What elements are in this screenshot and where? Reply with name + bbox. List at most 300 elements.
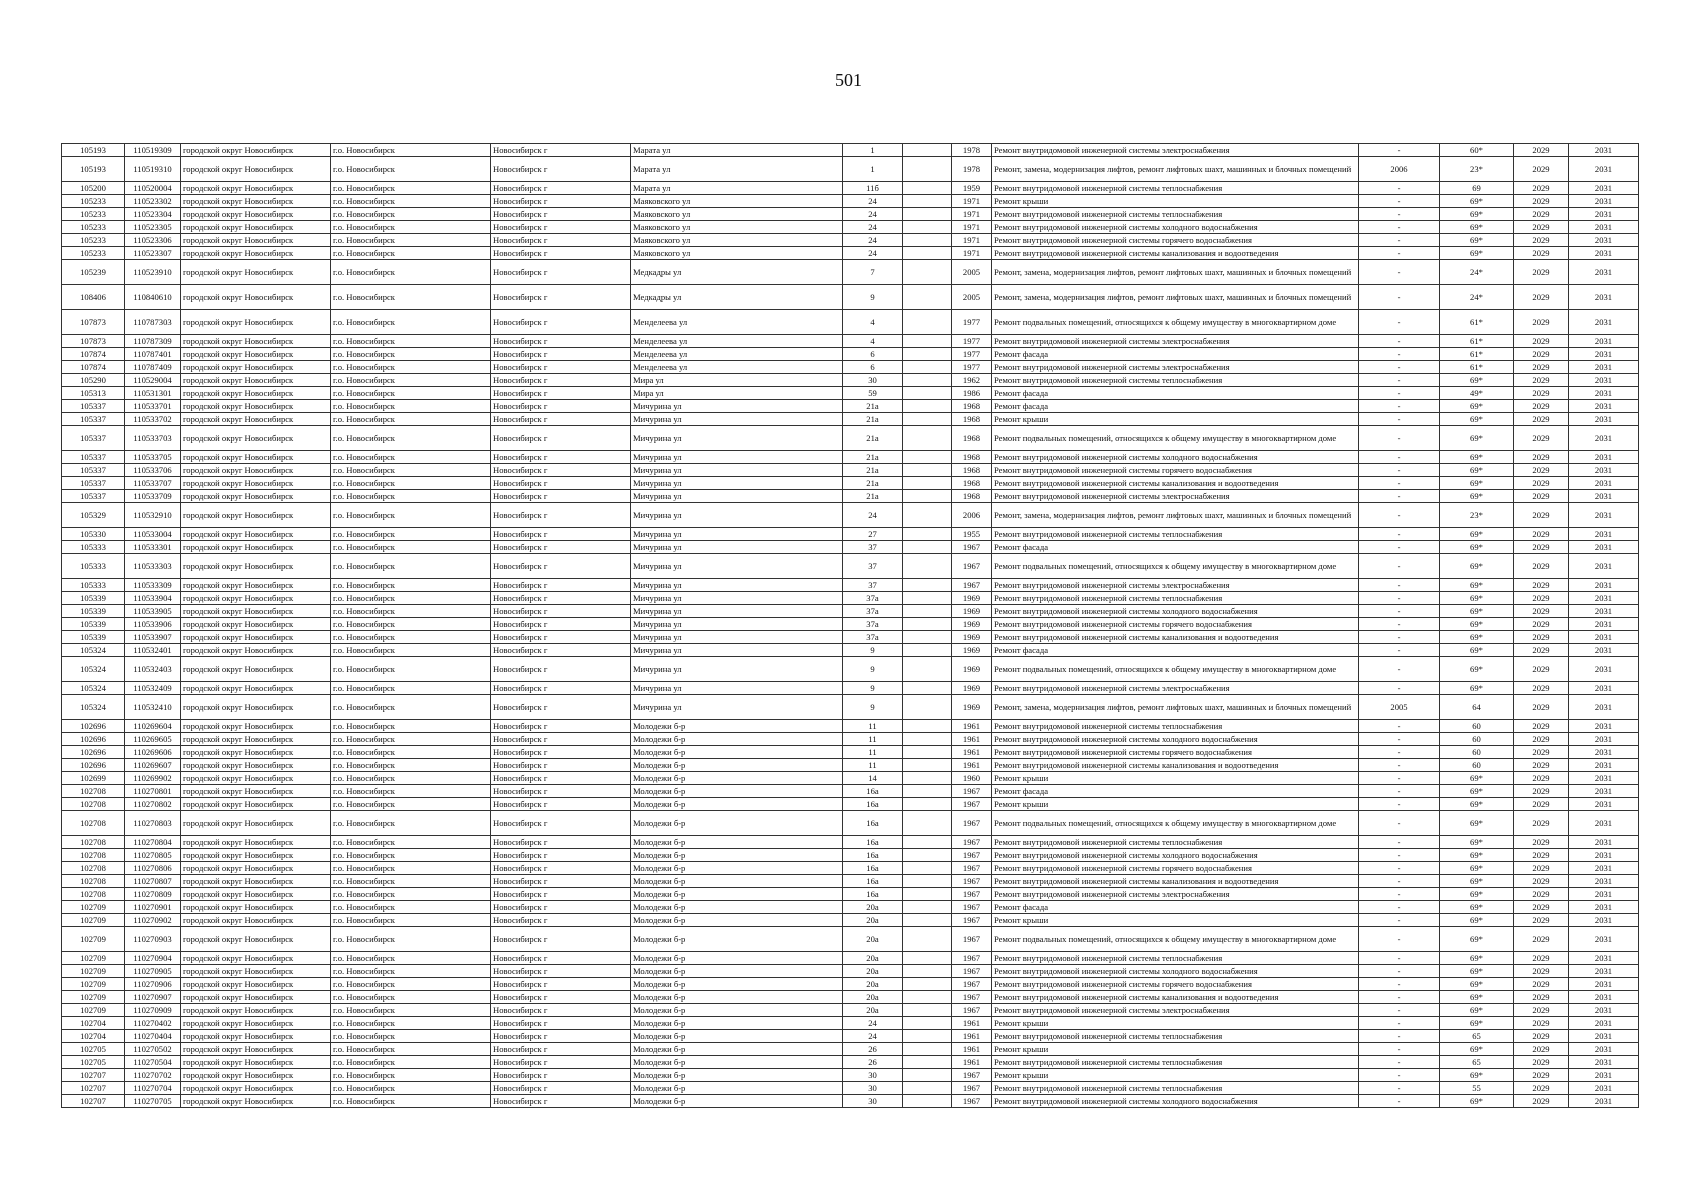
cell-municipal-unit: г.о. Новосибирск bbox=[331, 528, 491, 541]
cell-house-id: 105337 bbox=[62, 464, 125, 477]
table-row bbox=[62, 195, 1639, 208]
cell-build-year: 2005 bbox=[952, 285, 992, 310]
table-row bbox=[62, 335, 1639, 348]
cell-building bbox=[903, 503, 952, 528]
cell-end-year: 2031 bbox=[1569, 541, 1639, 554]
register-body bbox=[62, 144, 1639, 1108]
cell-house-id: 102705 bbox=[62, 1056, 125, 1069]
cell-street: Маяковского ул bbox=[631, 247, 843, 260]
cell-work-type: Ремонт фасада bbox=[992, 901, 1359, 914]
cell-work-type: Ремонт внутридомовой инженерной системы электроснабжения bbox=[992, 361, 1359, 374]
cell-municipal-unit: г.о. Новосибирск bbox=[331, 657, 491, 682]
cell-work-id: 110269606 bbox=[125, 746, 181, 759]
cell-municipal-district: городской округ Новосибирск bbox=[181, 901, 331, 914]
cell-municipal-unit: г.о. Новосибирск bbox=[331, 451, 491, 464]
cell-last-repair-year: - bbox=[1359, 733, 1440, 746]
cell-work-type: Ремонт, замена, модернизация лифтов, ремонт лифтовых шахт, машинных и блочных помещений bbox=[992, 260, 1359, 285]
table-row bbox=[62, 1030, 1639, 1043]
cell-work-id: 110787409 bbox=[125, 361, 181, 374]
cell-start-year: 2029 bbox=[1514, 875, 1569, 888]
cell-house-number: 27 bbox=[843, 528, 903, 541]
cell-street: Молодежи б-р bbox=[631, 862, 843, 875]
cell-street: Марата ул bbox=[631, 144, 843, 157]
cell-municipal-unit: г.о. Новосибирск bbox=[331, 978, 491, 991]
cell-work-type: Ремонт внутридомовой инженерной системы горячего водоснабжения bbox=[992, 862, 1359, 875]
cell-municipal-district: городской округ Новосибирск bbox=[181, 208, 331, 221]
cell-wear-percent: 69* bbox=[1440, 952, 1514, 965]
cell-work-id: 110519310 bbox=[125, 157, 181, 182]
cell-work-type: Ремонт внутридомовой инженерной системы холодного водоснабжения bbox=[992, 605, 1359, 618]
cell-settlement: Новосибирск г bbox=[491, 157, 631, 182]
cell-municipal-district: городской округ Новосибирск bbox=[181, 400, 331, 413]
cell-work-id: 110269604 bbox=[125, 720, 181, 733]
cell-wear-percent: 69* bbox=[1440, 247, 1514, 260]
cell-municipal-unit: г.о. Новосибирск bbox=[331, 579, 491, 592]
cell-wear-percent: 69* bbox=[1440, 811, 1514, 836]
cell-build-year: 1961 bbox=[952, 746, 992, 759]
table-row bbox=[62, 285, 1639, 310]
cell-municipal-unit: г.о. Новосибирск bbox=[331, 618, 491, 631]
cell-municipal-unit: г.о. Новосибирск bbox=[331, 348, 491, 361]
cell-settlement: Новосибирск г bbox=[491, 503, 631, 528]
cell-building bbox=[903, 1004, 952, 1017]
cell-work-id: 110532409 bbox=[125, 682, 181, 695]
cell-last-repair-year: - bbox=[1359, 746, 1440, 759]
cell-municipal-unit: г.о. Новосибирск bbox=[331, 631, 491, 644]
page-number: 501 bbox=[835, 70, 862, 90]
cell-street: Мичурина ул bbox=[631, 644, 843, 657]
cell-house-id: 105324 bbox=[62, 657, 125, 682]
cell-house-number: 16а bbox=[843, 785, 903, 798]
cell-house-number: 24 bbox=[843, 1030, 903, 1043]
cell-municipal-district: городской округ Новосибирск bbox=[181, 720, 331, 733]
table-row bbox=[62, 592, 1639, 605]
cell-build-year: 1961 bbox=[952, 1017, 992, 1030]
cell-build-year: 1961 bbox=[952, 1043, 992, 1056]
cell-settlement: Новосибирск г bbox=[491, 234, 631, 247]
cell-start-year: 2029 bbox=[1514, 234, 1569, 247]
cell-end-year: 2031 bbox=[1569, 182, 1639, 195]
cell-work-type: Ремонт внутридомовой инженерной системы теплоснабжения bbox=[992, 592, 1359, 605]
cell-settlement: Новосибирск г bbox=[491, 888, 631, 901]
cell-start-year: 2029 bbox=[1514, 631, 1569, 644]
cell-house-number: 16а bbox=[843, 849, 903, 862]
cell-build-year: 1967 bbox=[952, 798, 992, 811]
cell-settlement: Новосибирск г bbox=[491, 733, 631, 746]
table-row bbox=[62, 927, 1639, 952]
cell-end-year: 2031 bbox=[1569, 451, 1639, 464]
cell-municipal-unit: г.о. Новосибирск bbox=[331, 965, 491, 978]
cell-wear-percent: 49* bbox=[1440, 387, 1514, 400]
cell-work-type: Ремонт внутридомовой инженерной системы горячего водоснабжения bbox=[992, 464, 1359, 477]
table-row bbox=[62, 554, 1639, 579]
cell-work-type: Ремонт внутридомовой инженерной системы горячего водоснабжения bbox=[992, 978, 1359, 991]
cell-house-number: 4 bbox=[843, 310, 903, 335]
cell-work-type: Ремонт внутридомовой инженерной системы теплоснабжения bbox=[992, 1082, 1359, 1095]
table-row bbox=[62, 426, 1639, 451]
cell-last-repair-year: - bbox=[1359, 348, 1440, 361]
cell-start-year: 2029 bbox=[1514, 1017, 1569, 1030]
table-row bbox=[62, 541, 1639, 554]
cell-municipal-district: городской округ Новосибирск bbox=[181, 426, 331, 451]
cell-start-year: 2029 bbox=[1514, 849, 1569, 862]
cell-house-number: 11б bbox=[843, 182, 903, 195]
cell-municipal-unit: г.о. Новосибирск bbox=[331, 1069, 491, 1082]
cell-last-repair-year: - bbox=[1359, 682, 1440, 695]
cell-settlement: Новосибирск г bbox=[491, 335, 631, 348]
cell-build-year: 2005 bbox=[952, 260, 992, 285]
cell-build-year: 1961 bbox=[952, 720, 992, 733]
cell-work-type: Ремонт внутридомовой инженерной системы холодного водоснабжения bbox=[992, 1095, 1359, 1108]
cell-house-number: 21а bbox=[843, 464, 903, 477]
cell-build-year: 1969 bbox=[952, 618, 992, 631]
cell-house-id: 102709 bbox=[62, 991, 125, 1004]
cell-street: Молодежи б-р bbox=[631, 1030, 843, 1043]
cell-last-repair-year: - bbox=[1359, 772, 1440, 785]
cell-work-type: Ремонт внутридомовой инженерной системы электроснабжения bbox=[992, 579, 1359, 592]
cell-street: Мира ул bbox=[631, 374, 843, 387]
cell-house-number: 37 bbox=[843, 579, 903, 592]
cell-build-year: 1967 bbox=[952, 1082, 992, 1095]
cell-build-year: 1969 bbox=[952, 631, 992, 644]
cell-work-id: 110533701 bbox=[125, 400, 181, 413]
cell-wear-percent: 24* bbox=[1440, 260, 1514, 285]
cell-house-number: 11 bbox=[843, 746, 903, 759]
cell-street: Мичурина ул bbox=[631, 464, 843, 477]
cell-work-type: Ремонт внутридомовой инженерной системы канализования и водоотведения bbox=[992, 991, 1359, 1004]
cell-work-id: 110533705 bbox=[125, 451, 181, 464]
cell-municipal-district: городской округ Новосибирск bbox=[181, 657, 331, 682]
cell-settlement: Новосибирск г bbox=[491, 554, 631, 579]
cell-house-id: 105339 bbox=[62, 618, 125, 631]
cell-build-year: 1971 bbox=[952, 195, 992, 208]
cell-municipal-unit: г.о. Новосибирск bbox=[331, 1043, 491, 1056]
table-row bbox=[62, 260, 1639, 285]
cell-wear-percent: 65 bbox=[1440, 1056, 1514, 1069]
cell-last-repair-year: - bbox=[1359, 361, 1440, 374]
cell-settlement: Новосибирск г bbox=[491, 952, 631, 965]
table-row bbox=[62, 1082, 1639, 1095]
cell-work-type: Ремонт внутридомовой инженерной системы канализования и водоотведения bbox=[992, 631, 1359, 644]
cell-end-year: 2031 bbox=[1569, 720, 1639, 733]
cell-start-year: 2029 bbox=[1514, 862, 1569, 875]
cell-start-year: 2029 bbox=[1514, 952, 1569, 965]
cell-work-id: 110269605 bbox=[125, 733, 181, 746]
cell-building bbox=[903, 285, 952, 310]
cell-municipal-district: городской округ Новосибирск bbox=[181, 1095, 331, 1108]
cell-last-repair-year: - bbox=[1359, 849, 1440, 862]
cell-start-year: 2029 bbox=[1514, 759, 1569, 772]
table-row bbox=[62, 503, 1639, 528]
cell-wear-percent: 64 bbox=[1440, 695, 1514, 720]
cell-work-id: 110523307 bbox=[125, 247, 181, 260]
cell-building bbox=[903, 927, 952, 952]
cell-settlement: Новосибирск г bbox=[491, 361, 631, 374]
cell-build-year: 1967 bbox=[952, 991, 992, 1004]
table-row bbox=[62, 836, 1639, 849]
cell-street: Молодежи б-р bbox=[631, 927, 843, 952]
cell-house-id: 105337 bbox=[62, 451, 125, 464]
cell-house-number: 24 bbox=[843, 234, 903, 247]
table-row bbox=[62, 1069, 1639, 1082]
cell-house-number: 24 bbox=[843, 247, 903, 260]
cell-street: Молодежи б-р bbox=[631, 901, 843, 914]
cell-house-id: 105290 bbox=[62, 374, 125, 387]
cell-start-year: 2029 bbox=[1514, 605, 1569, 618]
cell-wear-percent: 69* bbox=[1440, 1017, 1514, 1030]
cell-municipal-unit: г.о. Новосибирск bbox=[331, 811, 491, 836]
cell-work-type: Ремонт внутридомовой инженерной системы канализования и водоотведения bbox=[992, 477, 1359, 490]
cell-wear-percent: 61* bbox=[1440, 361, 1514, 374]
cell-municipal-unit: г.о. Новосибирск bbox=[331, 1056, 491, 1069]
cell-settlement: Новосибирск г bbox=[491, 1056, 631, 1069]
cell-municipal-unit: г.о. Новосибирск bbox=[331, 733, 491, 746]
cell-work-id: 110533907 bbox=[125, 631, 181, 644]
cell-wear-percent: 69* bbox=[1440, 682, 1514, 695]
cell-start-year: 2029 bbox=[1514, 965, 1569, 978]
cell-house-id: 105329 bbox=[62, 503, 125, 528]
cell-build-year: 1971 bbox=[952, 208, 992, 221]
cell-work-id: 110270504 bbox=[125, 1056, 181, 1069]
cell-wear-percent: 69 bbox=[1440, 182, 1514, 195]
cell-municipal-district: городской округ Новосибирск bbox=[181, 387, 331, 400]
cell-end-year: 2031 bbox=[1569, 285, 1639, 310]
cell-last-repair-year: - bbox=[1359, 592, 1440, 605]
cell-municipal-unit: г.о. Новосибирск bbox=[331, 798, 491, 811]
cell-work-id: 110270801 bbox=[125, 785, 181, 798]
table-row bbox=[62, 720, 1639, 733]
cell-start-year: 2029 bbox=[1514, 682, 1569, 695]
cell-work-id: 110533703 bbox=[125, 426, 181, 451]
cell-build-year: 1967 bbox=[952, 901, 992, 914]
cell-municipal-district: городской округ Новосибирск bbox=[181, 1030, 331, 1043]
cell-wear-percent: 69* bbox=[1440, 1043, 1514, 1056]
cell-end-year: 2031 bbox=[1569, 413, 1639, 426]
cell-settlement: Новосибирск г bbox=[491, 811, 631, 836]
cell-house-number: 11 bbox=[843, 720, 903, 733]
table-row bbox=[62, 952, 1639, 965]
cell-house-id: 105339 bbox=[62, 631, 125, 644]
cell-start-year: 2029 bbox=[1514, 733, 1569, 746]
cell-end-year: 2031 bbox=[1569, 387, 1639, 400]
cell-house-number: 24 bbox=[843, 1017, 903, 1030]
cell-municipal-district: городской округ Новосибирск bbox=[181, 592, 331, 605]
cell-municipal-district: городской округ Новосибирск bbox=[181, 374, 331, 387]
cell-build-year: 1967 bbox=[952, 1004, 992, 1017]
cell-wear-percent: 69* bbox=[1440, 1004, 1514, 1017]
cell-work-type: Ремонт фасада bbox=[992, 400, 1359, 413]
cell-municipal-unit: г.о. Новосибирск bbox=[331, 875, 491, 888]
table-row bbox=[62, 387, 1639, 400]
cell-start-year: 2029 bbox=[1514, 1030, 1569, 1043]
cell-end-year: 2031 bbox=[1569, 746, 1639, 759]
cell-work-type: Ремонт внутридомовой инженерной системы канализования и водоотведения bbox=[992, 247, 1359, 260]
cell-house-id: 105337 bbox=[62, 400, 125, 413]
cell-street: Молодежи б-р bbox=[631, 1017, 843, 1030]
cell-house-number: 37а bbox=[843, 618, 903, 631]
cell-house-number: 6 bbox=[843, 348, 903, 361]
cell-street: Мичурина ул bbox=[631, 657, 843, 682]
cell-start-year: 2029 bbox=[1514, 413, 1569, 426]
cell-house-id: 102708 bbox=[62, 798, 125, 811]
cell-start-year: 2029 bbox=[1514, 888, 1569, 901]
cell-street: Марата ул bbox=[631, 157, 843, 182]
cell-build-year: 1986 bbox=[952, 387, 992, 400]
cell-end-year: 2031 bbox=[1569, 1043, 1639, 1056]
cell-start-year: 2029 bbox=[1514, 503, 1569, 528]
cell-last-repair-year: - bbox=[1359, 605, 1440, 618]
cell-house-number: 21а bbox=[843, 400, 903, 413]
cell-municipal-district: городской округ Новосибирск bbox=[181, 798, 331, 811]
cell-municipal-unit: г.о. Новосибирск bbox=[331, 914, 491, 927]
cell-building bbox=[903, 413, 952, 426]
cell-build-year: 1968 bbox=[952, 400, 992, 413]
cell-end-year: 2031 bbox=[1569, 144, 1639, 157]
cell-end-year: 2031 bbox=[1569, 1069, 1639, 1082]
table-row bbox=[62, 965, 1639, 978]
cell-start-year: 2029 bbox=[1514, 247, 1569, 260]
cell-settlement: Новосибирск г bbox=[491, 182, 631, 195]
cell-municipal-district: городской округ Новосибирск bbox=[181, 849, 331, 862]
cell-municipal-district: городской округ Новосибирск bbox=[181, 644, 331, 657]
cell-build-year: 1971 bbox=[952, 247, 992, 260]
cell-start-year: 2029 bbox=[1514, 927, 1569, 952]
cell-building bbox=[903, 541, 952, 554]
cell-street: Молодежи б-р bbox=[631, 733, 843, 746]
table-row bbox=[62, 746, 1639, 759]
cell-wear-percent: 69* bbox=[1440, 374, 1514, 387]
cell-start-year: 2029 bbox=[1514, 374, 1569, 387]
cell-last-repair-year: - bbox=[1359, 759, 1440, 772]
cell-build-year: 1967 bbox=[952, 862, 992, 875]
cell-house-id: 105200 bbox=[62, 182, 125, 195]
cell-municipal-district: городской округ Новосибирск bbox=[181, 528, 331, 541]
cell-start-year: 2029 bbox=[1514, 541, 1569, 554]
cell-build-year: 1977 bbox=[952, 335, 992, 348]
cell-settlement: Новосибирск г bbox=[491, 631, 631, 644]
cell-municipal-district: городской округ Новосибирск bbox=[181, 579, 331, 592]
cell-municipal-unit: г.о. Новосибирск bbox=[331, 310, 491, 335]
cell-start-year: 2029 bbox=[1514, 490, 1569, 503]
cell-building bbox=[903, 991, 952, 1004]
cell-building bbox=[903, 208, 952, 221]
cell-building bbox=[903, 836, 952, 849]
cell-end-year: 2031 bbox=[1569, 901, 1639, 914]
cell-wear-percent: 23* bbox=[1440, 157, 1514, 182]
cell-street: Молодежи б-р bbox=[631, 1056, 843, 1069]
cell-wear-percent: 23* bbox=[1440, 503, 1514, 528]
cell-start-year: 2029 bbox=[1514, 657, 1569, 682]
cell-end-year: 2031 bbox=[1569, 849, 1639, 862]
cell-house-id: 102708 bbox=[62, 836, 125, 849]
cell-build-year: 1967 bbox=[952, 554, 992, 579]
cell-work-type: Ремонт внутридомовой инженерной системы канализования и водоотведения bbox=[992, 759, 1359, 772]
cell-work-id: 110787303 bbox=[125, 310, 181, 335]
cell-municipal-district: городской округ Новосибирск bbox=[181, 1043, 331, 1056]
cell-street: Молодежи б-р bbox=[631, 811, 843, 836]
cell-work-id: 110270905 bbox=[125, 965, 181, 978]
cell-build-year: 2006 bbox=[952, 503, 992, 528]
cell-work-id: 110787401 bbox=[125, 348, 181, 361]
cell-settlement: Новосибирск г bbox=[491, 644, 631, 657]
cell-house-number: 16а bbox=[843, 862, 903, 875]
table-row bbox=[62, 1017, 1639, 1030]
cell-building bbox=[903, 695, 952, 720]
cell-last-repair-year: - bbox=[1359, 927, 1440, 952]
cell-building bbox=[903, 1030, 952, 1043]
cell-work-type: Ремонт внутридомовой инженерной системы теплоснабжения bbox=[992, 720, 1359, 733]
cell-last-repair-year: - bbox=[1359, 631, 1440, 644]
cell-last-repair-year: - bbox=[1359, 914, 1440, 927]
cell-wear-percent: 69* bbox=[1440, 413, 1514, 426]
cell-start-year: 2029 bbox=[1514, 182, 1569, 195]
cell-municipal-district: городской округ Новосибирск bbox=[181, 785, 331, 798]
cell-build-year: 1969 bbox=[952, 695, 992, 720]
cell-building bbox=[903, 720, 952, 733]
cell-last-repair-year: - bbox=[1359, 785, 1440, 798]
cell-end-year: 2031 bbox=[1569, 695, 1639, 720]
cell-wear-percent: 69* bbox=[1440, 195, 1514, 208]
cell-house-id: 105233 bbox=[62, 208, 125, 221]
cell-house-number: 30 bbox=[843, 1069, 903, 1082]
table-row bbox=[62, 374, 1639, 387]
cell-settlement: Новосибирск г bbox=[491, 849, 631, 862]
cell-end-year: 2031 bbox=[1569, 310, 1639, 335]
cell-settlement: Новосибирск г bbox=[491, 682, 631, 695]
table-row bbox=[62, 1056, 1639, 1069]
cell-house-id: 105333 bbox=[62, 579, 125, 592]
cell-street: Молодежи б-р bbox=[631, 888, 843, 901]
cell-work-id: 110523304 bbox=[125, 208, 181, 221]
cell-work-id: 110531301 bbox=[125, 387, 181, 400]
cell-house-number: 9 bbox=[843, 657, 903, 682]
table-row bbox=[62, 157, 1639, 182]
cell-house-id: 102709 bbox=[62, 927, 125, 952]
cell-work-type: Ремонт внутридомовой инженерной системы электроснабжения bbox=[992, 144, 1359, 157]
cell-municipal-unit: г.о. Новосибирск bbox=[331, 144, 491, 157]
cell-start-year: 2029 bbox=[1514, 644, 1569, 657]
cell-house-id: 102708 bbox=[62, 811, 125, 836]
cell-house-id: 105324 bbox=[62, 644, 125, 657]
cell-street: Молодежи б-р bbox=[631, 978, 843, 991]
cell-building bbox=[903, 1095, 952, 1108]
cell-building bbox=[903, 849, 952, 862]
cell-start-year: 2029 bbox=[1514, 901, 1569, 914]
cell-work-type: Ремонт, замена, модернизация лифтов, ремонт лифтовых шахт, машинных и блочных помещений bbox=[992, 503, 1359, 528]
cell-last-repair-year: - bbox=[1359, 247, 1440, 260]
cell-building bbox=[903, 952, 952, 965]
cell-work-id: 110270803 bbox=[125, 811, 181, 836]
cell-building bbox=[903, 798, 952, 811]
cell-building bbox=[903, 618, 952, 631]
cell-municipal-unit: г.о. Новосибирск bbox=[331, 361, 491, 374]
cell-work-id: 110270404 bbox=[125, 1030, 181, 1043]
cell-street: Мичурина ул bbox=[631, 490, 843, 503]
cell-settlement: Новосибирск г bbox=[491, 400, 631, 413]
cell-wear-percent: 69* bbox=[1440, 978, 1514, 991]
cell-building bbox=[903, 1017, 952, 1030]
cell-build-year: 1969 bbox=[952, 592, 992, 605]
cell-work-type: Ремонт внутридомовой инженерной системы теплоснабжения bbox=[992, 1056, 1359, 1069]
cell-last-repair-year: - bbox=[1359, 901, 1440, 914]
cell-start-year: 2029 bbox=[1514, 528, 1569, 541]
cell-street: Мичурина ул bbox=[631, 618, 843, 631]
cell-street: Молодежи б-р bbox=[631, 759, 843, 772]
cell-house-number: 59 bbox=[843, 387, 903, 400]
cell-street: Молодежи б-р bbox=[631, 772, 843, 785]
cell-settlement: Новосибирск г bbox=[491, 1043, 631, 1056]
cell-house-id: 102707 bbox=[62, 1082, 125, 1095]
